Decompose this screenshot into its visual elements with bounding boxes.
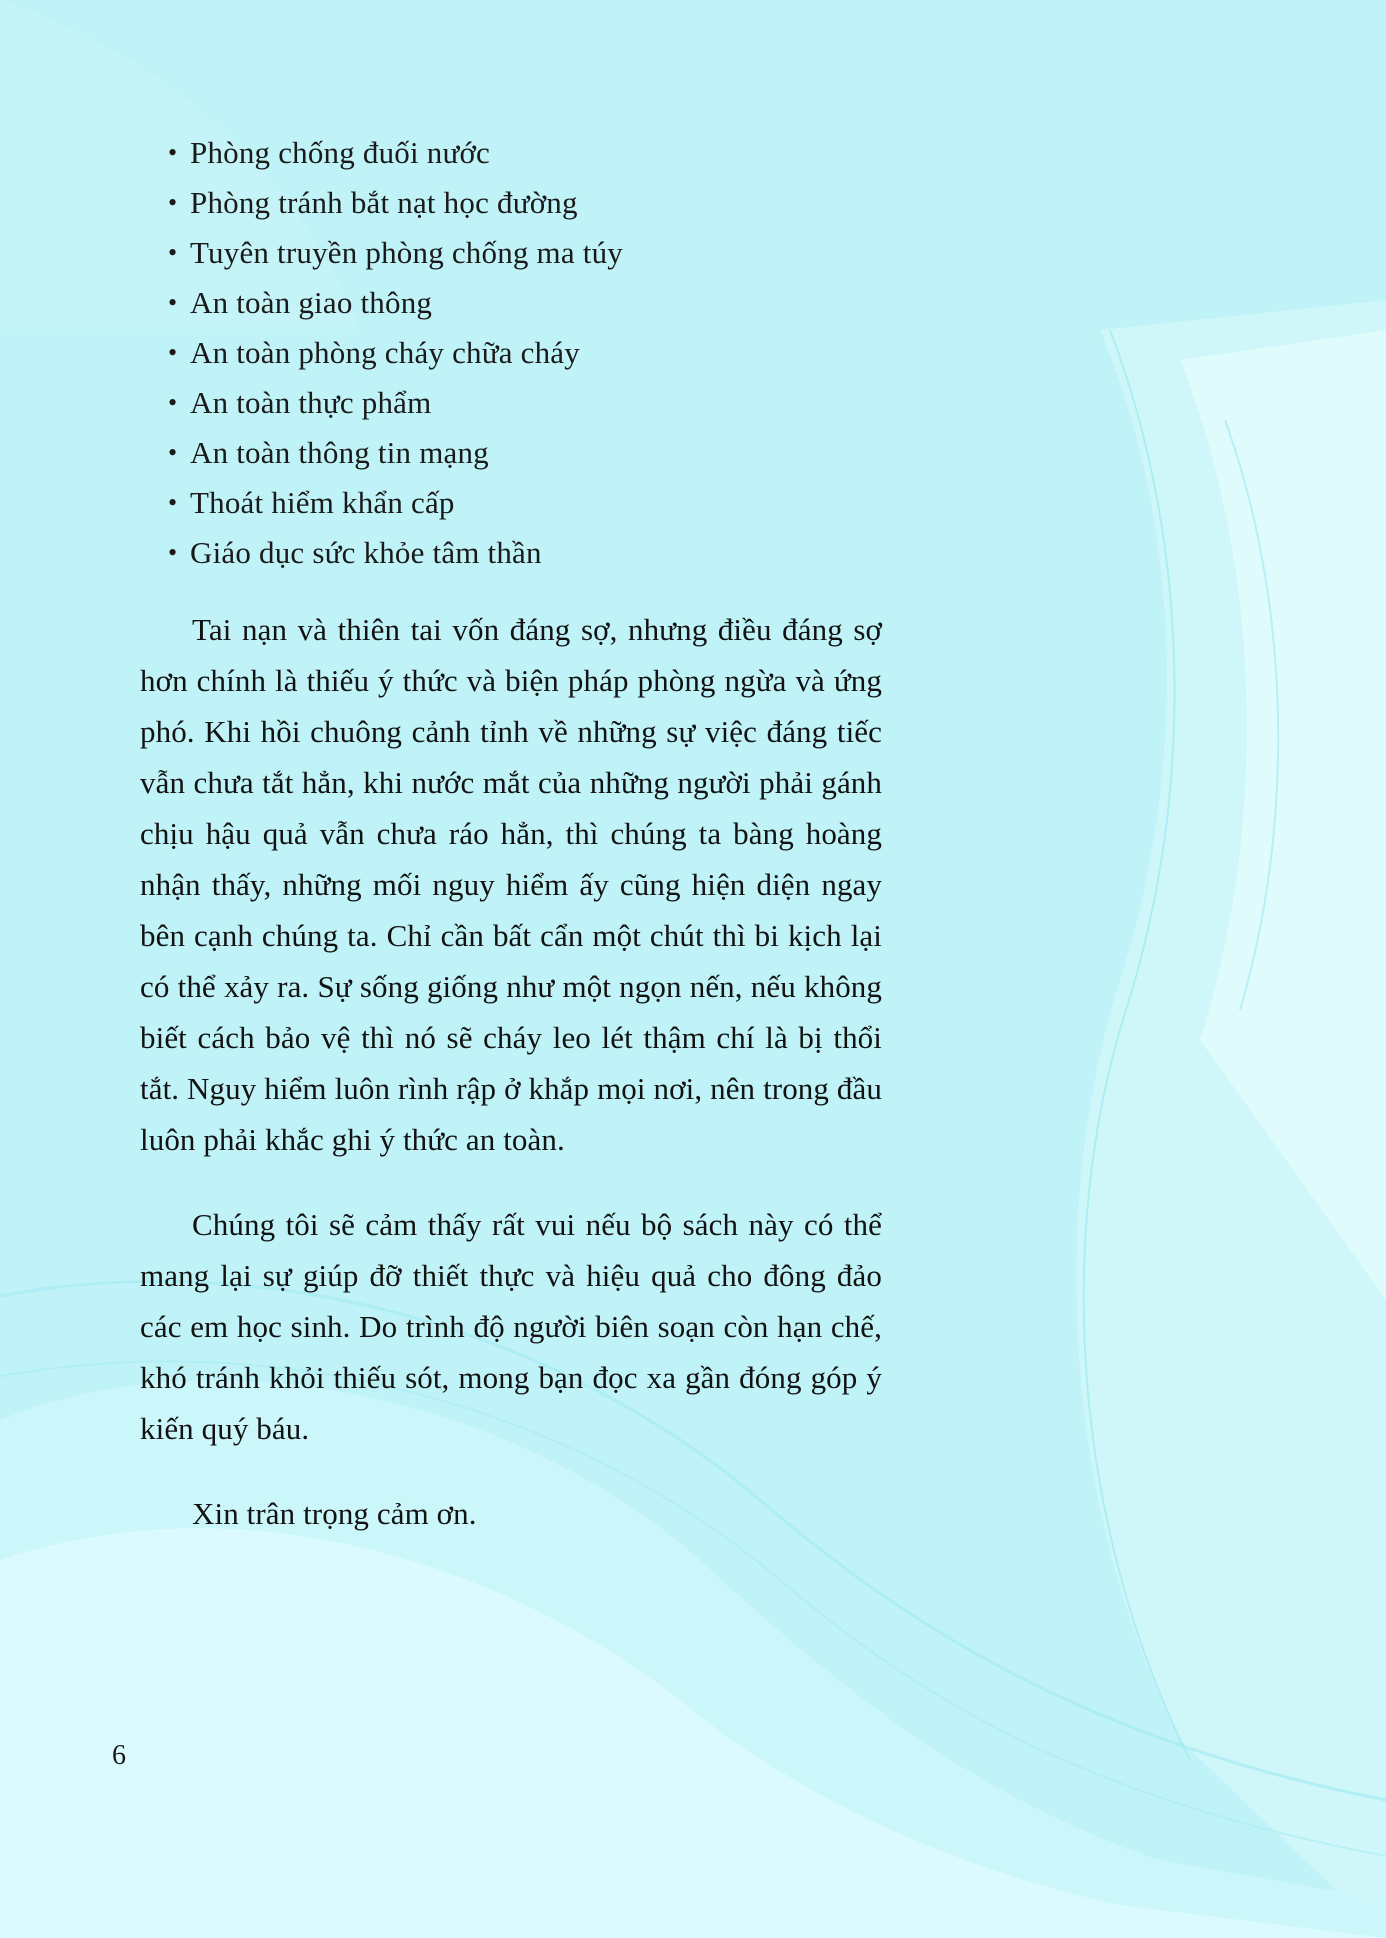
- list-item: • Tuyên truyền phòng chống ma túy: [140, 228, 882, 278]
- body-paragraph-1: Tai nạn và thiên tai vốn đáng sợ, nhưng điều đáng sợ hơn chính là thiếu ý thức và biện pháp phòng ngừa và ứng phó. Khi hồi chuông cảnh tỉnh về những sự việc đáng tiếc vẫn chưa tắt hẳn, khi nước mắt của những người phải gánh chịu hậu quả vẫn chưa ráo hẳn, thì chúng ta bàng hoàng nhận thấy, những mối nguy hiểm ấy cũng hiện diện ngay bên cạnh chúng ta. Chỉ cần bất cẩn một chút thì bi kịch lại có thể xảy ra. Sự sống giống như một ngọn nến, nếu không biết cách bảo vệ thì nó sẽ cháy leo lét thậm chí là bị thổi tắt. Nguy hiểm luôn rình rập ở khắp mọi nơi, nên trong đầu luôn phải khắc ghi ý thức an toàn.: [140, 612, 882, 1157]
- list-item: • An toàn giao thông: [140, 278, 882, 328]
- page-number: 6: [112, 1740, 126, 1771]
- list-item: • Thoát hiểm khẩn cấp: [140, 478, 882, 528]
- list-item: • Phòng tránh bắt nạt học đường: [140, 178, 882, 228]
- body-paragraph-2: Chúng tôi sẽ cảm thấy rất vui nếu bộ sách này có thể mang lại sự giúp đỡ thiết thực và hiệu quả cho đông đảo các em học sinh. Do trình độ người biên soạn còn hạn chế, khó tránh khỏi thiếu sót, mong bạn đọc xa gần đóng góp ý kiến quý báu.: [140, 1207, 882, 1446]
- body-paragraph-3: Xin trân trọng cảm ơn.: [192, 1496, 477, 1531]
- list-item: • An toàn thực phẩm: [140, 378, 882, 428]
- topic-bullet-list: [140, 128, 882, 578]
- list-item: • Giáo dục sức khỏe tâm thần: [140, 528, 882, 578]
- list-item: • An toàn phòng cháy chữa cháy: [140, 328, 882, 378]
- list-item: • An toàn thông tin mạng: [140, 428, 882, 478]
- list-item: • Phòng chống đuối nước: [140, 128, 882, 178]
- page-content: [140, 128, 882, 1539]
